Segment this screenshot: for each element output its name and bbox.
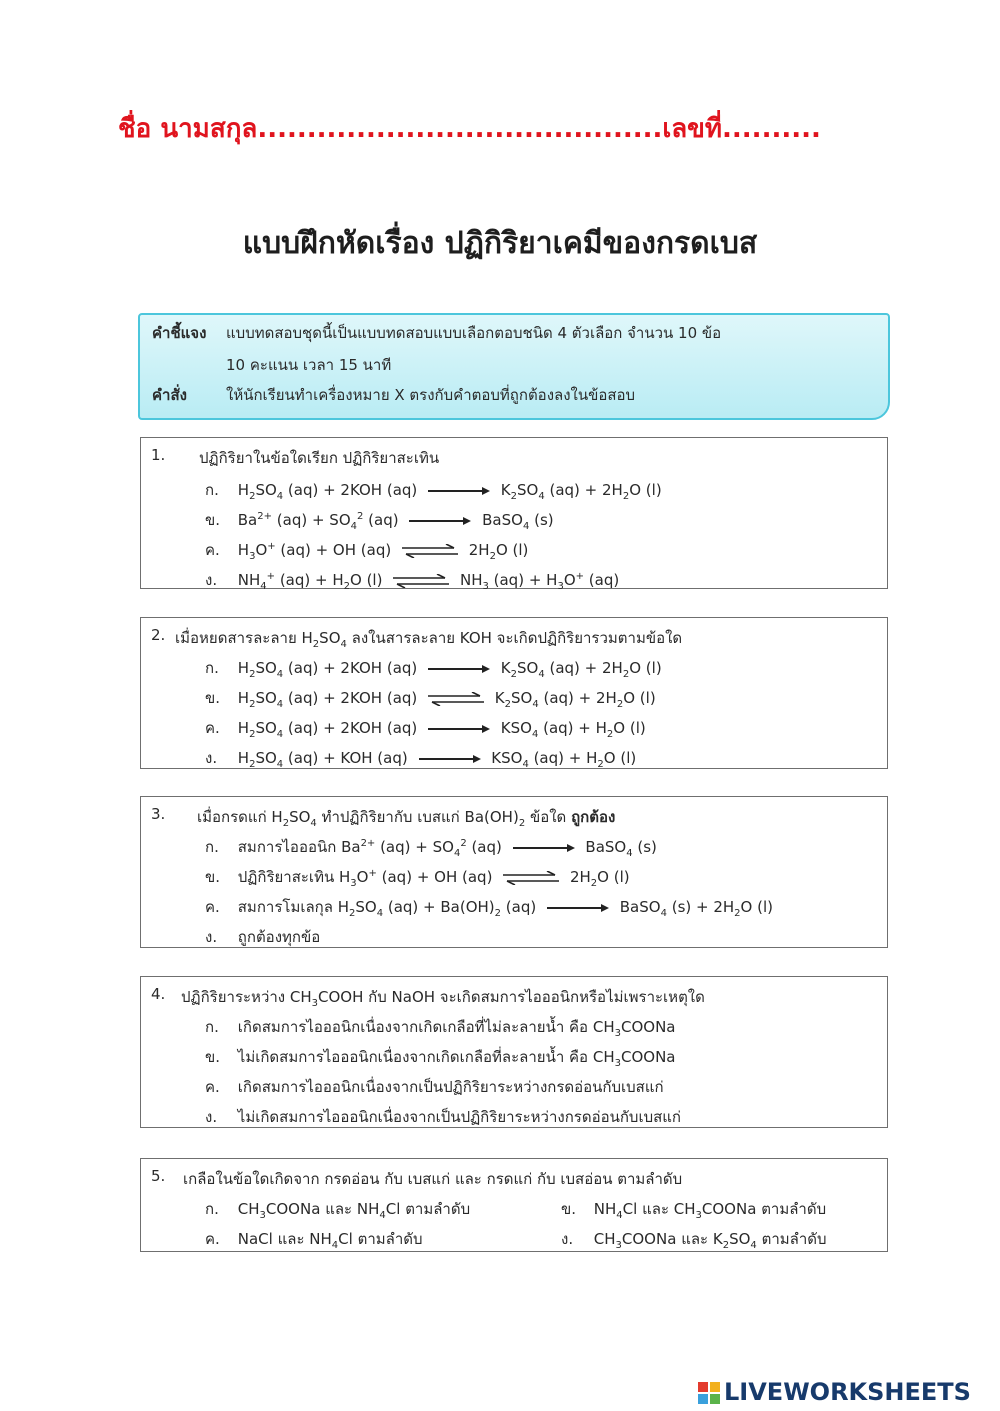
option-label: ง. — [205, 749, 218, 767]
student-name-line: ชื่อ นามสกุล.........................................เลขที่.......... — [118, 114, 821, 144]
and-word: และ — [681, 1230, 709, 1248]
option-text: ปฏิกิริยาสะเทิน — [237, 868, 335, 886]
option-label: ข. — [205, 689, 221, 707]
command-text: ให้นักเรียนทำเครื่องหมาย X ตรงกับคำตอบที่ถูกต้องลงในข้อสอบ — [226, 386, 636, 404]
question-1 — [140, 437, 888, 592]
order-word: ตามลำดับ — [357, 1230, 423, 1248]
liveworksheets-logo-icon — [698, 1382, 720, 1404]
option-label: ก. — [205, 838, 219, 856]
option-text: สมการโมเลกุล — [237, 898, 333, 916]
option-text: เกิดสมการไอออนิกเนื่องจากเกิดเกลือที่ไม่ละลายน้ำ คือ — [237, 1018, 589, 1036]
option-label: ค. — [205, 898, 220, 916]
question-3 — [140, 796, 888, 948]
option-label: ก. — [205, 659, 219, 677]
option-label: ง. — [561, 1230, 574, 1248]
question-stem: ปฏิกิริยาระหว่าง $CH_3COOH$ กับ NaOH จะเกิดสมการไอออนิกหรือไม่เพราะเหตุใด — [181, 988, 705, 1009]
instructions-text-1: แบบทดสอบชุดนี้เป็นแบบทดสอบแบบเลือกตอบชนิด 4 ตัวเลือก จำนวน 10 ข้อ — [226, 324, 722, 342]
option-label: ข. — [561, 1200, 577, 1218]
stem-emphasis: ถูกต้อง — [571, 808, 616, 826]
and-word: และ — [277, 1230, 305, 1248]
arrow-icon — [513, 843, 575, 853]
option-c[interactable]: ค. NaCl และ $NH_4Cl$ ตามลำดับ — [205, 1227, 423, 1251]
arrow-icon — [409, 516, 471, 526]
order-word: ตามลำดับ — [761, 1230, 827, 1248]
command-label: คำสั่ง — [152, 386, 187, 404]
option-a[interactable]: ก. $H_2SO_4$ (aq) + 2KOH (aq) $K_2SO_4$ $(aq) + 2H_2O$ (l) — [205, 656, 662, 680]
question-stem: ปฏิกิริยาในข้อใดเรียก ปฏิกิริยาสะเทิน — [199, 449, 440, 467]
question-4 — [140, 976, 888, 1128]
option-text: เกิดสมการไอออนิกเนื่องจากเป็นปฏิกิริยาระหว่างกรดอ่อนกับเบสแก่ — [237, 1078, 664, 1096]
arrow-icon — [428, 486, 490, 496]
option-c[interactable] — [205, 1075, 664, 1099]
option-label: ค. — [205, 1078, 220, 1096]
option-a[interactable]: ก. สมการไอออนิก $Ba^{2+}$ $(aq) + SO_4^2$ (aq) BaSO$_4$ (s) — [205, 835, 657, 859]
stem-part: กับ NaOH จะเกิดสมการไอออนิกหรือไม่เพราะเหตุใด — [368, 988, 705, 1006]
stem-part: ข้อใด — [529, 808, 567, 826]
option-b[interactable]: ข. ปฏิกิริยาสะเทิน $H_3O^+$ (aq) + OH (aq) $2H_2O$ (l) — [205, 865, 630, 889]
option-label: ง. — [205, 928, 218, 946]
question-stem: เมื่อกรดแก่ $H_2SO_4$ ทำปฏิกิริยากับ เบสแก่ $Ba(OH)_2$ ข้อใด ถูกต้อง — [197, 808, 616, 829]
option-d[interactable]: ง. $H_2SO_4$ (aq) + KOH (aq) $KSO_4$ $(aq) + H_2O$ (l) — [205, 746, 636, 770]
question-number: 1. — [151, 446, 166, 464]
arrow-icon — [428, 664, 490, 674]
order-word: ตามลำดับ — [761, 1200, 827, 1218]
instructions-text-2: 10 คะแนน เวลา 15 นาที — [226, 356, 392, 374]
option-label: ก. — [205, 1200, 219, 1218]
option-a[interactable]: ก. $CH_3COONa$ และ $NH_4Cl$ ตามลำดับ — [205, 1197, 470, 1221]
instructions-label: คำชี้แจง — [152, 324, 207, 342]
option-d[interactable] — [205, 1105, 681, 1129]
option-d[interactable] — [205, 925, 320, 949]
option-b[interactable]: ข. $NH_4Cl$ และ $CH_3COONa$ ตามลำดับ — [561, 1197, 826, 1221]
option-label: ก. — [205, 481, 219, 499]
question-2 — [140, 617, 888, 769]
option-label: ง. — [205, 571, 218, 589]
question-stem: เกลือในข้อใดเกิดจาก กรดอ่อน กับ เบสแก่ และ กรดแก่ กับ เบสอ่อน ตามลำดับ — [183, 1170, 683, 1188]
page-title: แบบฝึกหัดเรื่อง ปฏิกิริยาเคมีของกรดเบส — [242, 226, 758, 261]
liveworksheets-logo[interactable]: LIVEWORKSHEETS — [724, 1378, 971, 1406]
option-d[interactable]: ง. $CH_3COONa$ และ $K_2SO_4$ ตามลำดับ — [561, 1227, 827, 1251]
stem-part: ปฏิกิริยาระหว่าง — [181, 988, 286, 1006]
option-a[interactable]: ก. $H_2SO_4$ (aq) + 2KOH (aq) $K_2SO_4$ $(aq) + 2H_2O$ (l) — [205, 478, 662, 502]
option-label: ก. — [205, 1018, 219, 1036]
stem-part: ลงในสารละลาย KOH จะเกิดปฏิกิริยารวมตามข้อใด — [351, 629, 683, 647]
equilibrium-arrow-icon — [393, 574, 449, 588]
option-label: ข. — [205, 868, 221, 886]
question-number: 4. — [151, 985, 166, 1003]
question-5 — [140, 1158, 888, 1252]
option-label: ค. — [205, 541, 220, 559]
arrow-icon — [547, 903, 609, 913]
order-word: ตามลำดับ — [405, 1200, 471, 1218]
option-b[interactable]: ข. $H_2SO_4$ (aq) + 2KOH (aq) $K_2SO_4$ $(aq) + 2H_2O$ (l) — [205, 686, 656, 710]
equilibrium-arrow-icon — [428, 692, 484, 706]
option-b[interactable]: ข. $Ba^{2+}$ $(aq) + SO_4^2$ (aq) BaSO$_4$ (s) — [205, 508, 554, 532]
question-number: 5. — [151, 1167, 166, 1185]
option-label: ค. — [205, 719, 220, 737]
option-label: ข. — [205, 511, 221, 529]
option-text: ถูกต้องทุกข้อ — [237, 928, 321, 946]
and-word: และ — [325, 1200, 353, 1218]
option-c[interactable]: ค. $H_3O^+$ (aq) + OH (aq) $2H_2O$ (l) — [205, 538, 528, 562]
option-c[interactable]: ค. สมการโมเลกุล $H_2SO_4$ $(aq) + Ba(OH)_2$ (aq) BaSO$_4$ $(s) + 2H_2O$ (l) — [205, 895, 773, 919]
question-stem: เมื่อหยดสารละลาย $H_2SO_4$ ลงในสารละลาย KOH จะเกิดปฏิกิริยารวมตามข้อใด — [175, 629, 683, 650]
arrow-icon — [428, 724, 490, 734]
question-number: 3. — [151, 805, 166, 823]
stem-part: เมื่อกรดแก่ — [197, 808, 267, 826]
option-text: สมการไอออนิก — [237, 838, 337, 856]
option-text: ไม่เกิดสมการไอออนิกเนื่องจากเกิดเกลือที่ละลายน้ำ คือ — [237, 1048, 589, 1066]
option-label: ง. — [205, 1108, 218, 1126]
question-number: 2. — [151, 626, 166, 644]
option-text: ไม่เกิดสมการไอออนิกเนื่องจากเป็นปฏิกิริยาระหว่างกรดอ่อนกับเบสแก่ — [237, 1108, 682, 1126]
instructions-box — [138, 313, 890, 420]
option-label: ค. — [205, 1230, 220, 1248]
arrow-icon — [419, 754, 481, 764]
option-c[interactable]: ค. $H_2SO_4$ (aq) + 2KOH (aq) $KSO_4$ $(aq) + H_2O$ (l) — [205, 716, 646, 740]
option-b[interactable]: ข. ไม่เกิดสมการไอออนิกเนื่องจากเกิดเกลือที่ละลายน้ำ คือ $CH_3COONa$ — [205, 1045, 675, 1069]
and-word: และ — [642, 1200, 669, 1218]
option-d[interactable]: ง. $NH_4^+$ $(aq) + H_2O$ (l) $NH_3$ $(aq) + H_3O^+$ (aq) — [205, 568, 619, 592]
stem-part: เมื่อหยดสารละลาย — [175, 629, 297, 647]
equilibrium-arrow-icon — [402, 544, 458, 558]
option-a[interactable]: ก. เกิดสมการไอออนิกเนื่องจากเกิดเกลือที่ไม่ละลายน้ำ คือ $CH_3COONa$ — [205, 1015, 675, 1039]
stem-part: ทำปฏิกิริยากับ เบสแก่ — [321, 808, 460, 826]
equilibrium-arrow-icon — [503, 871, 559, 885]
option-label: ข. — [205, 1048, 221, 1066]
